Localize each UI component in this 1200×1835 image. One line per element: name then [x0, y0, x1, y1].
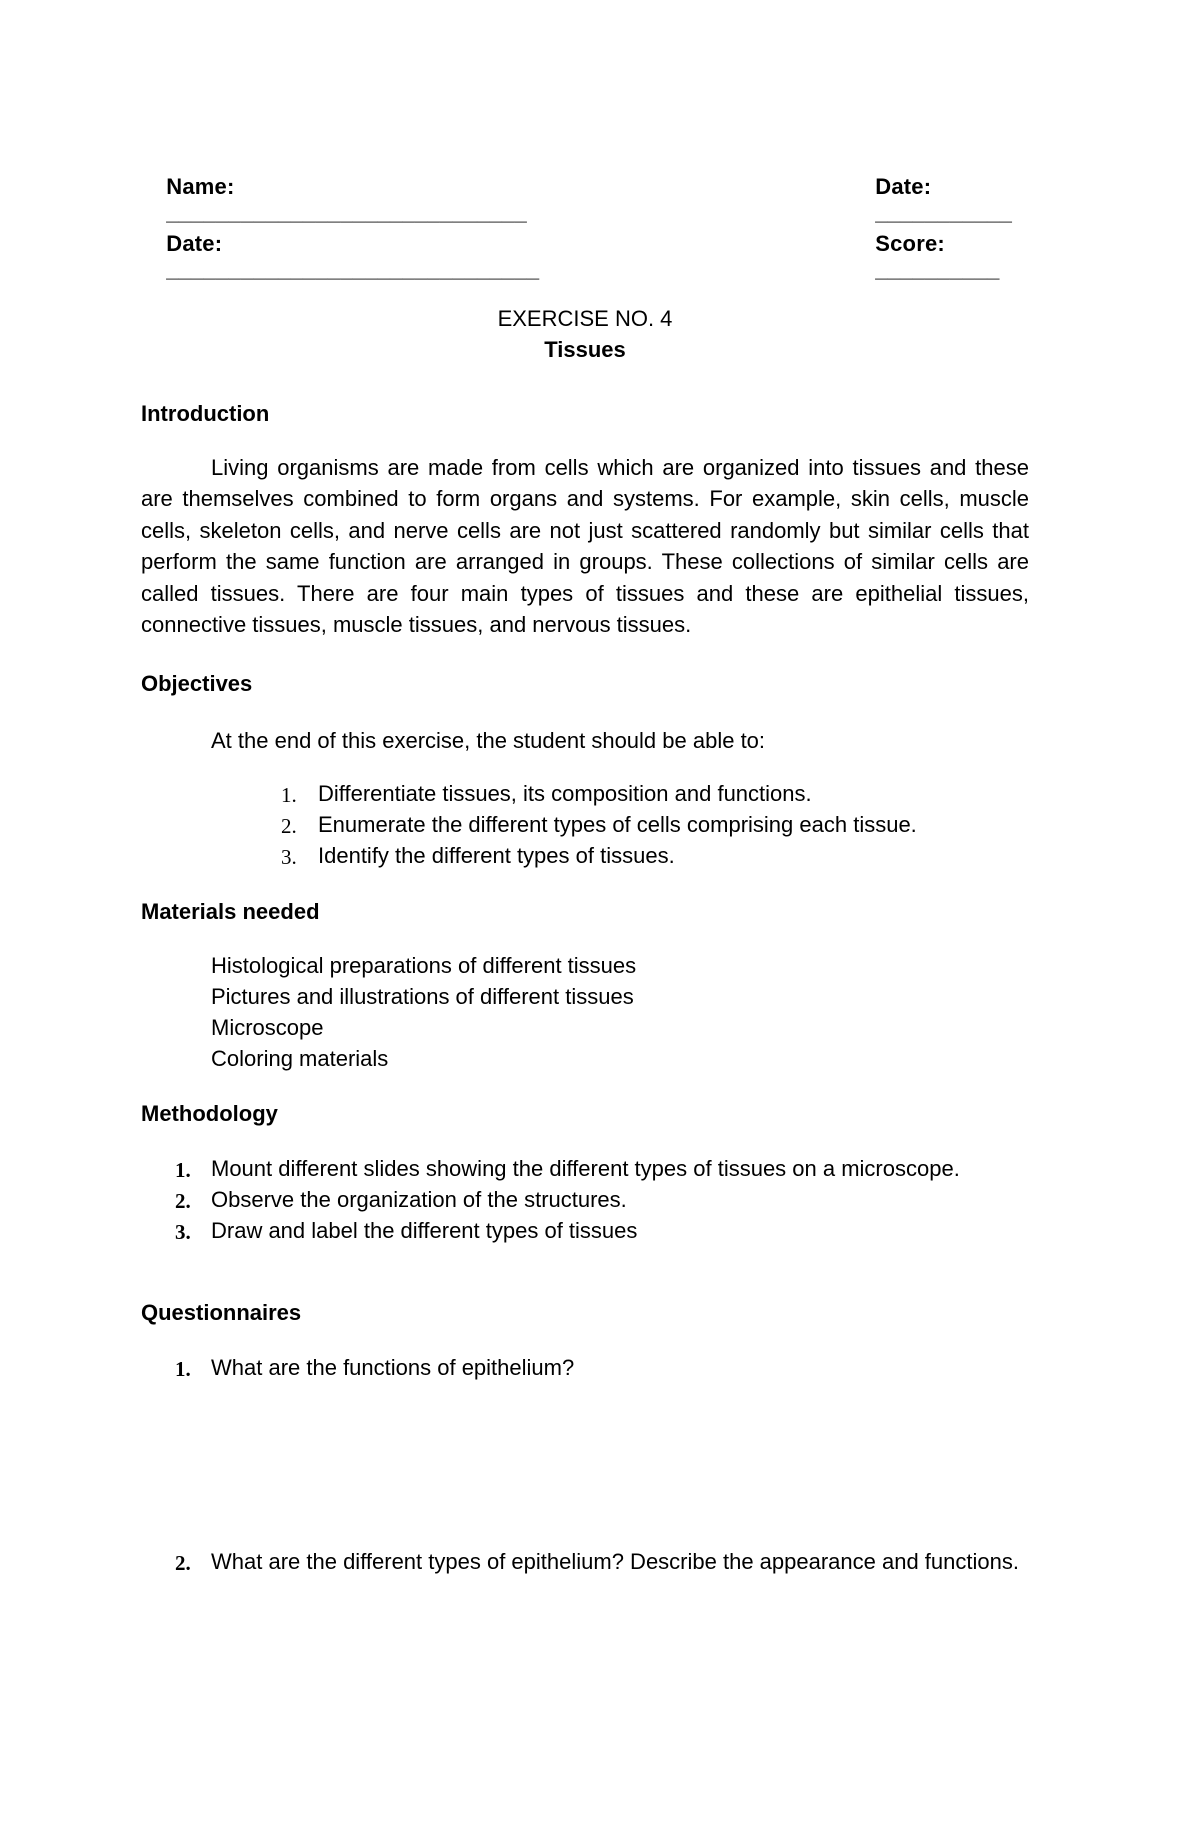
- exercise-title: Tissues: [544, 337, 626, 362]
- list-item: Histological preparations of different tissues: [211, 953, 637, 978]
- name-label: Name:: [166, 174, 235, 199]
- date-label-bottom: Date:: [166, 231, 223, 256]
- questionnaires-heading: Questionnaires: [141, 1300, 302, 1325]
- list-number: 2.: [175, 1189, 191, 1213]
- list-number: 3.: [175, 1220, 191, 1244]
- list-text: Identify the different types of tissues.: [318, 843, 675, 868]
- date-blank-top: ___________: [875, 200, 1013, 225]
- date-field-bottom: [141, 205, 539, 309]
- materials-heading: Materials needed: [141, 899, 320, 924]
- list-number: 1.: [175, 1158, 191, 1182]
- list-text: Draw and label the different types of tissues: [211, 1218, 638, 1243]
- list-text: Differentiate tissues, its composition and functions.: [318, 781, 812, 806]
- list-text: Enumerate the different types of cells comprising each tissue.: [318, 812, 917, 837]
- methodology-heading: Methodology: [141, 1101, 278, 1126]
- question-text: What are the functions of epithelium?: [211, 1355, 575, 1380]
- score-field: [850, 205, 1000, 309]
- question-text: What are the different types of epithelium? Describe the appearance and functions.: [211, 1549, 1019, 1574]
- introduction-heading: Introduction: [141, 401, 270, 426]
- list-number: 1.: [281, 783, 297, 807]
- date-blank-bottom: ______________________________: [166, 257, 540, 282]
- name-blank: _____________________________: [166, 200, 527, 225]
- list-item: Microscope: [211, 1015, 324, 1040]
- date-label-top: Date:: [875, 174, 932, 199]
- score-blank: __________: [875, 257, 1000, 282]
- exercise-number: EXERCISE NO. 4: [497, 306, 673, 331]
- introduction-paragraph: Living organisms are made from cells which are organized into tissues and these are themselves combined to form organs and systems. For example, skin cells, muscle cells, skeleton cells, and nerve cells are not just scattered randomly but similar cells that perform the same function are arranged in groups. These collections of similar cells are called tissues. There are four main types of tissues and these are epithelial tissues, connective tissues, muscle tissues, and nervous tissues.: [141, 455, 1029, 638]
- list-number: 2.: [175, 1551, 191, 1575]
- list-item: Coloring materials: [211, 1046, 389, 1071]
- objectives-heading: Objectives: [141, 671, 253, 696]
- list-item: Pictures and illustrations of different tissues: [211, 984, 634, 1009]
- list-number: 3.: [281, 845, 297, 869]
- score-label: Score:: [875, 231, 945, 256]
- list-text: Observe the organization of the structures.: [211, 1187, 627, 1212]
- objectives-lead: At the end of this exercise, the student should be able to:: [211, 728, 766, 753]
- list-text: Mount different slides showing the different types of tissues on a microscope.: [211, 1156, 960, 1181]
- list-number: 2.: [281, 814, 297, 838]
- list-number: 1.: [175, 1357, 191, 1381]
